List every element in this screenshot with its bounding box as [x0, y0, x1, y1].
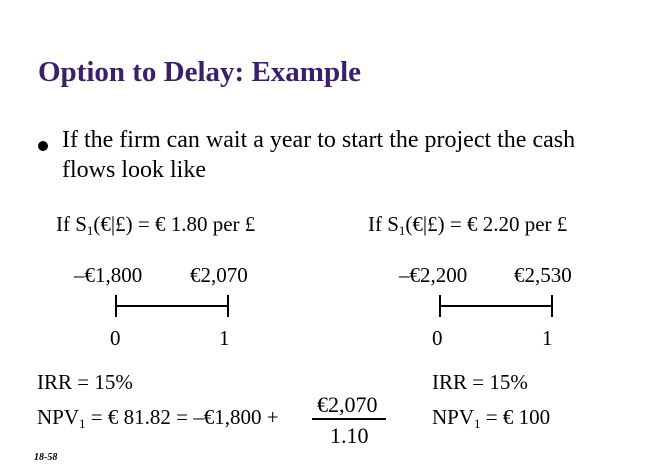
left-cashflow-0: –€1,800 [74, 263, 143, 287]
right-timeline-line [440, 305, 552, 307]
left-npv-suffix: = € 81.82 = –€1,800 + [85, 405, 279, 429]
left-cashflow-1: €2,070 [190, 263, 248, 287]
right-cashflow-1: €2,530 [514, 263, 572, 287]
left-npv-fraction-denominator: 1.10 [330, 423, 369, 448]
right-timeline-tick-0 [439, 295, 441, 317]
left-timeline-tick-0 [115, 295, 117, 317]
right-time-1: 1 [542, 326, 553, 350]
left-rate-sub: 1 [86, 223, 94, 238]
bullet-icon [38, 141, 48, 151]
right-npv-suffix: = € 100 [480, 405, 551, 429]
left-time-0: 0 [110, 326, 121, 350]
bullet-text: If the firm can wait a year to start the project the cash flows look like [62, 127, 576, 183]
right-time-0: 0 [432, 326, 443, 350]
right-rate-sub: 1 [398, 223, 406, 238]
left-npv-sub: 1 [79, 416, 86, 431]
left-irr: IRR = 15% [37, 370, 133, 394]
left-rate-suffix: (€|£) = € 1.80 per £ [93, 212, 256, 236]
right-cashflow-0: –€2,200 [399, 263, 468, 287]
left-npv-fraction-bar [312, 418, 386, 420]
right-npv-sub: 1 [474, 416, 481, 431]
right-npv-prefix: NPV [432, 405, 475, 429]
left-rate-prefix: If S [56, 212, 87, 236]
left-rate-label [56, 212, 255, 239]
left-npv-fraction-numerator: €2,070 [317, 392, 378, 417]
right-rate-label [368, 212, 567, 239]
right-npv [432, 405, 550, 432]
slide-number: 18-58 [34, 452, 58, 463]
left-npv-prefix: NPV [37, 405, 80, 429]
right-timeline-tick-1 [551, 295, 553, 317]
left-timeline-tick-1 [227, 295, 229, 317]
left-npv [37, 405, 279, 432]
right-rate-suffix: (€|£) = € 2.20 per £ [405, 212, 568, 236]
left-timeline-line [116, 305, 228, 307]
slide-title: Option to Delay: Example [38, 56, 362, 88]
left-time-1: 1 [219, 326, 230, 350]
right-rate-prefix: If S [368, 212, 399, 236]
right-irr: IRR = 15% [432, 370, 528, 394]
